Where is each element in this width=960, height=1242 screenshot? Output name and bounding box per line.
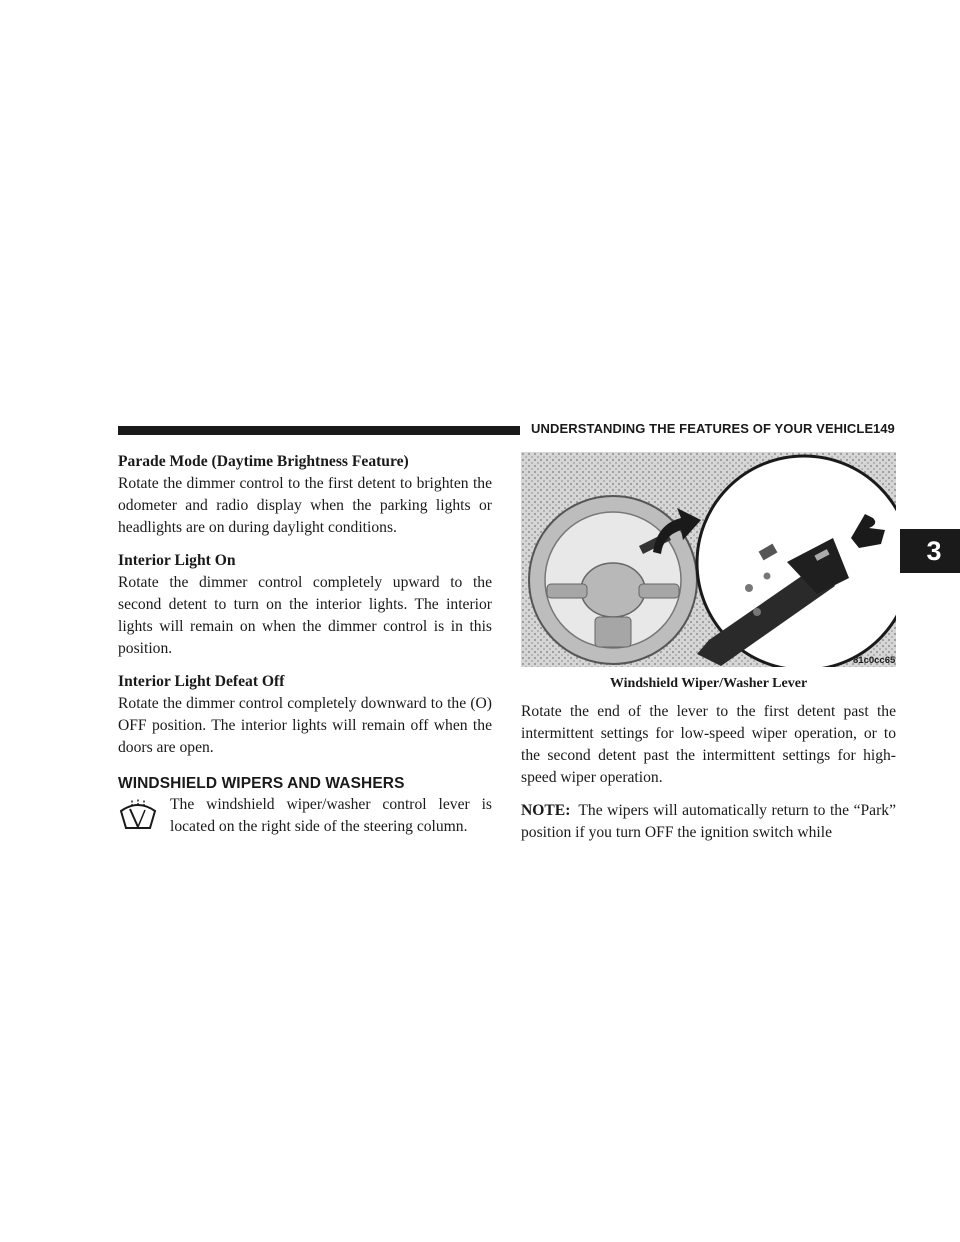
wiper-lever-illustration [521, 452, 896, 667]
header-rule [118, 426, 520, 435]
wiper-intro-text: The windshield wiper/washer control lever is located on the right side of the steering column. [170, 796, 492, 835]
note-label: NOTE: [521, 802, 571, 819]
figure-code: 81c0cc65 [853, 655, 896, 666]
section-header-title: UNDERSTANDING THE FEATURES OF YOUR VEHICLE [531, 421, 874, 436]
interior-light-on-text: Rotate the dimmer control completely upward to the second detent to turn on the interior lights. The interior lights will remain on when the dimmer control is in this position. [118, 574, 492, 657]
wiper-lever-figure [521, 452, 896, 667]
right-column [521, 701, 896, 844]
chapter-number: 3 [926, 535, 942, 566]
lever-rotate-text: Rotate the end of the lever to the first detent past the intermittent settings for low-speed wiper operation, or to the second detent past the intermittent settings for high-speed wiper operation. [521, 703, 896, 786]
figure-caption: Windshield Wiper/Washer Lever [609, 676, 808, 691]
interior-light-defeat-heading: Interior Light Defeat Off [118, 673, 285, 690]
windshield-wipers-heading: WINDSHIELD WIPERS AND WASHERS [118, 775, 405, 792]
interior-light-defeat-text: Rotate the dimmer control completely downward to the (O) OFF position. The interior lights will remain off when the doors are open. [118, 695, 492, 756]
wiper-intro [118, 794, 492, 838]
page-number: 149 [873, 421, 895, 436]
parade-mode-heading: Parade Mode (Daytime Brightness Feature) [118, 453, 409, 470]
parade-mode-text: Rotate the dimmer control to the first detent to brighten the odometer and radio display when the parking lights or headlights are on during daylight conditions. [118, 475, 492, 536]
interior-light-on-heading: Interior Light On [118, 552, 236, 569]
steering-wheel-drawing [529, 496, 697, 664]
note-paragraph [521, 800, 896, 844]
note-text: The wipers will automatically return to the “Park” position if you turn OFF the ignition switch while [521, 802, 896, 841]
chapter-tab [900, 529, 960, 573]
windshield-wiper-washer-icon [118, 797, 158, 831]
left-column [118, 451, 492, 838]
